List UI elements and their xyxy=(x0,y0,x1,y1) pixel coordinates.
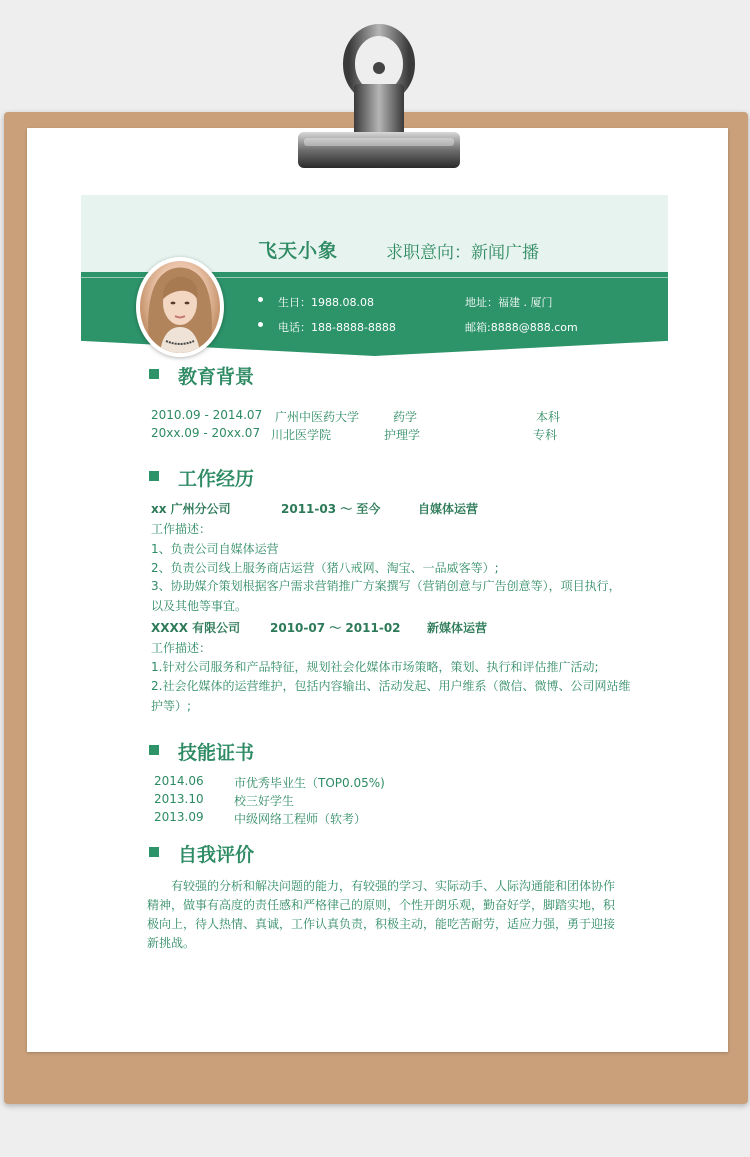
work-position: 新媒体运营 xyxy=(427,621,488,635)
work-desc-line: 2.社会化媒体的运营维护，包括内容输出、活动发起、用户维系（微信、微博、公司网站维护等）; xyxy=(151,679,631,713)
work-desc-line: 3、协助媒介策划根据客户需求营销推广方案撰写（营销创意与广告创意等），项目执行，以及其他等事宜。 xyxy=(151,579,621,613)
education-major: 护理学 xyxy=(384,428,421,442)
section-title-skills: 技能证书 xyxy=(178,742,255,764)
work-position: 自媒体运营 xyxy=(418,502,479,516)
section-marker-icon xyxy=(149,369,159,379)
skill-date: 2014.06 xyxy=(154,774,204,788)
binder-clip-icon xyxy=(298,24,460,170)
education-school: 广州中医药大学 xyxy=(275,410,360,424)
job-intent: 求职意向：新闻广播 xyxy=(386,243,539,263)
section-title-work: 工作经历 xyxy=(178,468,255,490)
skill-name: 市优秀毕业生（TOP0.05%) xyxy=(234,776,385,790)
skill-name: 中级网络工程师（软考） xyxy=(234,812,367,826)
skill-date: 2013.10 xyxy=(154,792,204,806)
bullet-icon xyxy=(258,322,263,327)
education-school: 川北医学院 xyxy=(271,428,332,442)
portrait-icon xyxy=(140,261,220,353)
section-marker-icon xyxy=(149,847,159,857)
work-desc-line: 1.针对公司服务和产品特征，规划社会化媒体市场策略，策划、执行和评估推广活动; xyxy=(151,660,599,674)
work-desc-label: 工作描述： xyxy=(151,522,212,536)
address-text: 地址：福建 . 厦门 xyxy=(465,296,553,309)
education-degree: 本科 xyxy=(536,410,561,424)
work-desc-line: 2、负责公司线上服务商店运营（猪八戒网、淘宝、一品威客等）; xyxy=(151,561,499,575)
work-company: xx 广州分公司 xyxy=(151,502,231,516)
section-title-self: 自我评价 xyxy=(178,844,255,866)
section-marker-icon xyxy=(149,745,159,755)
email-text: 邮箱:8888@888.com xyxy=(465,321,578,334)
skill-date: 2013.09 xyxy=(154,810,204,824)
candidate-name: 飞天小象 xyxy=(258,240,339,262)
education-period: 20xx.09 - 20xx.07 xyxy=(151,426,261,440)
section-marker-icon xyxy=(149,471,159,481)
skill-name: 校三好学生 xyxy=(234,794,295,808)
section-title-education: 教育背景 xyxy=(178,366,255,388)
avatar xyxy=(136,257,224,357)
education-period: 2010.09 - 2014.07 xyxy=(151,408,263,422)
work-period: 2011-03 ～ 至今 xyxy=(281,502,381,516)
work-company: XXXX 有限公司 xyxy=(151,621,241,635)
work-period: 2010-07 ～ 2011-02 xyxy=(270,621,401,635)
self-evaluation-text: 有较强的分析和解决问题的能力，有较强的学习、实际动手、人际沟通能和团体协作精神，做事有高度的责任感和严格律己的原则，个性开朗乐观，勤奋好学，脚踏实地，积极向上，待人热情、真诚，工作认真负责，积极主动，能吃苦耐劳，适应力强，勇于迎接新挑战。 xyxy=(147,879,616,950)
birthday-text: 生日：1988.08.08 xyxy=(278,296,374,309)
education-major: 药学 xyxy=(393,410,418,424)
work-desc-label: 工作描述： xyxy=(151,641,212,655)
phone-text: 电话：188-8888-8888 xyxy=(278,321,396,334)
education-degree: 专科 xyxy=(533,428,558,442)
bullet-icon xyxy=(258,297,263,302)
work-desc-line: 1、负责公司自媒体运营 xyxy=(151,542,279,556)
